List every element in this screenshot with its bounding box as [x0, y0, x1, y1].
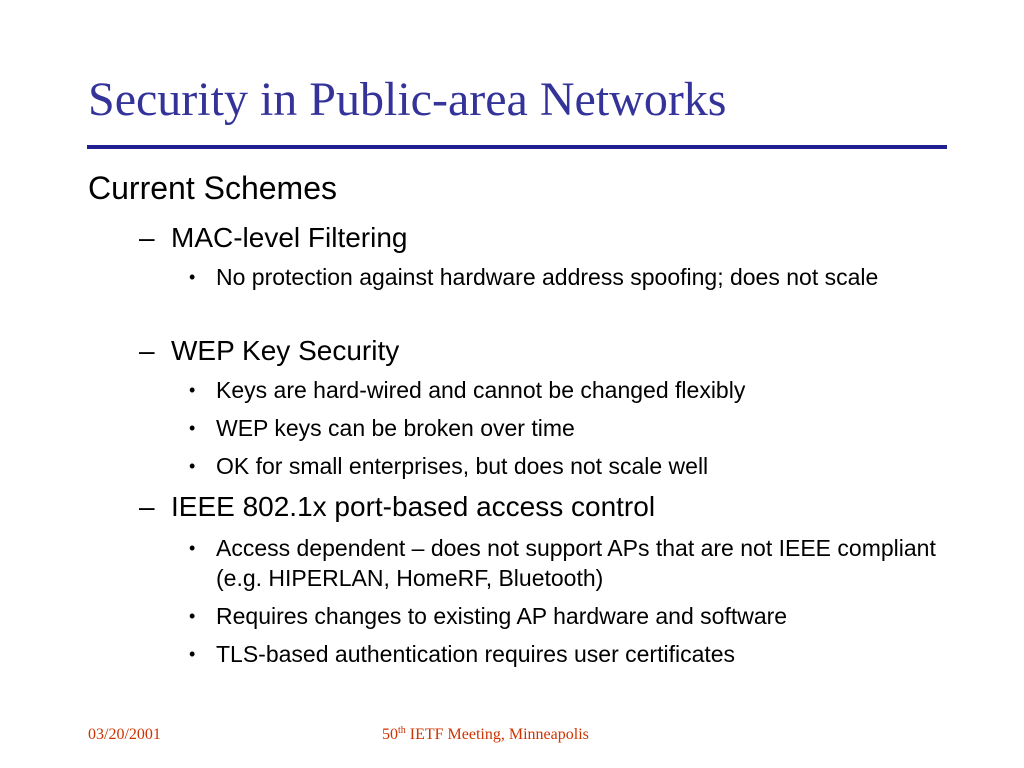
bullet-text: Access dependent – does not support APs that are not IEEE compliant (e.g. HIPERLAN, HomeRF, Bluetooth) [216, 535, 936, 591]
bullet-item [189, 601, 979, 631]
bullet-text: WEP keys can be broken over time [216, 415, 575, 441]
dash-marker: – [139, 222, 155, 253]
bullet-marker: • [189, 538, 196, 558]
bullet-text: TLS-based authentication requires user certificates [216, 641, 736, 667]
bullet-text: Keys are hard-wired and cannot be changed flexibly [216, 377, 746, 403]
item-label: MAC-level Filtering [171, 222, 408, 253]
bullet-marker: • [189, 456, 196, 476]
footer-meeting-number: 50 [382, 726, 398, 743]
bullet-marker: • [189, 606, 196, 626]
bullet-item [189, 639, 979, 669]
bullet-marker: • [189, 380, 196, 400]
bullet-item [189, 413, 979, 443]
bullet-item [189, 375, 979, 405]
bullet-marker: • [189, 418, 196, 438]
bullet-item [189, 533, 979, 593]
slide-title: Security in Public-area Networks [88, 73, 727, 126]
bullet-marker: • [189, 267, 196, 287]
item-label: WEP Key Security [171, 335, 400, 366]
title-divider [87, 145, 947, 149]
item-mac-filtering [139, 221, 408, 255]
footer-meeting [382, 724, 589, 746]
item-label: IEEE 802.1x port-based access control [171, 491, 656, 522]
footer-date: 03/20/2001 [88, 726, 161, 743]
footer-meeting-suffix: th [398, 725, 406, 736]
bullet-text: Requires changes to existing AP hardware and software [216, 603, 788, 629]
dash-marker: – [139, 491, 155, 522]
bullet-text: No protection against hardware address spoofing; does not scale [216, 264, 879, 290]
item-ieee-8021x [139, 490, 655, 524]
bullet-item [189, 262, 979, 292]
bullet-text: OK for small enterprises, but does not scale well [216, 453, 709, 479]
item-wep-security [139, 334, 399, 368]
bullet-marker: • [189, 644, 196, 664]
heading-current-schemes: Current Schemes [88, 170, 337, 206]
dash-marker: – [139, 335, 155, 366]
bullet-item [189, 451, 979, 481]
footer-meeting-name: IETF Meeting, Minneapolis [405, 726, 589, 743]
